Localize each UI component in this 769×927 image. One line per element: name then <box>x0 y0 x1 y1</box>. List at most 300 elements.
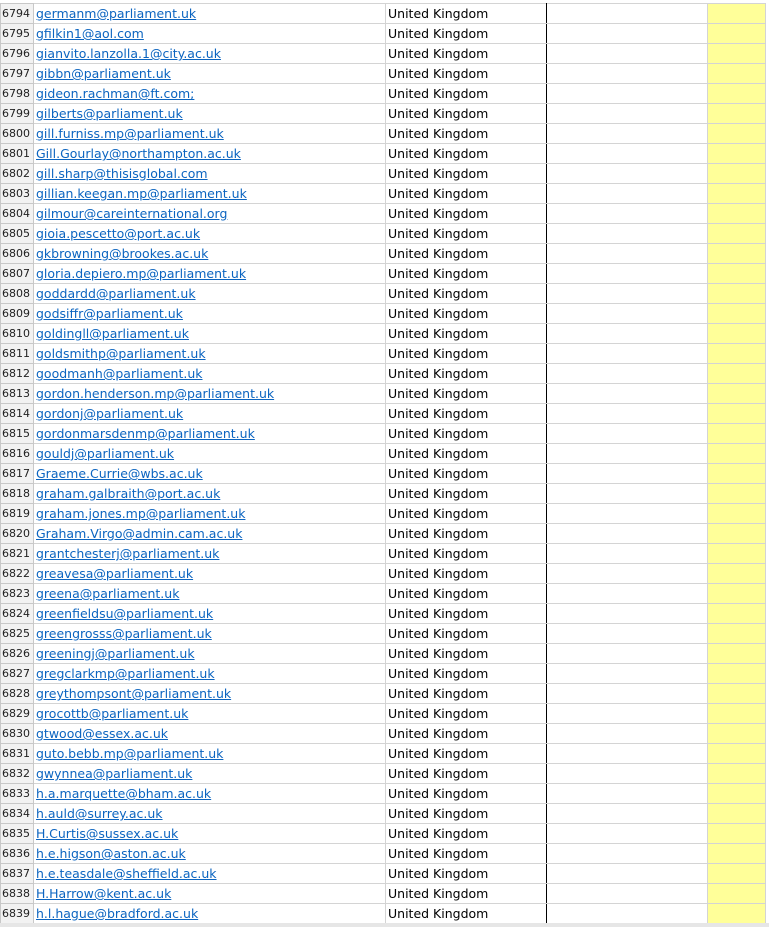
email-link[interactable]: guto.bebb.mp@parliament.uk <box>36 746 224 761</box>
highlighted-cell[interactable] <box>708 324 766 344</box>
email-cell[interactable] <box>34 384 386 404</box>
highlighted-cell[interactable] <box>708 744 766 764</box>
country-cell[interactable]: United Kingdom <box>386 324 547 344</box>
empty-cell[interactable] <box>547 364 708 384</box>
empty-cell[interactable] <box>547 544 708 564</box>
row-header[interactable]: 6833 <box>1 784 34 804</box>
row-header[interactable]: 6805 <box>1 224 34 244</box>
email-link[interactable]: Gill.Gourlay@northampton.ac.uk <box>36 146 241 161</box>
empty-cell[interactable] <box>547 284 708 304</box>
table-row <box>1 4 766 24</box>
country-cell[interactable]: United Kingdom <box>386 24 547 44</box>
highlighted-cell[interactable] <box>708 184 766 204</box>
email-link[interactable]: H.Curtis@sussex.ac.uk <box>36 826 179 841</box>
row-header[interactable]: 6835 <box>1 824 34 844</box>
table-row <box>1 764 766 784</box>
country-cell[interactable]: United Kingdom <box>386 184 547 204</box>
country-cell[interactable]: United Kingdom <box>386 164 547 184</box>
email-link[interactable]: grocottb@parliament.uk <box>36 706 189 721</box>
email-link[interactable]: gordon.henderson.mp@parliament.uk <box>36 386 275 401</box>
country-cell[interactable]: United Kingdom <box>386 304 547 324</box>
horizontal-scrollbar[interactable] <box>0 923 769 927</box>
email-link[interactable]: graham.galbraith@port.ac.uk <box>36 486 221 501</box>
empty-cell[interactable] <box>547 444 708 464</box>
row-header[interactable]: 6819 <box>1 504 34 524</box>
email-cell[interactable] <box>34 644 386 664</box>
highlighted-cell[interactable] <box>708 224 766 244</box>
empty-cell[interactable] <box>547 884 708 904</box>
email-cell[interactable] <box>34 484 386 504</box>
email-cell[interactable] <box>34 264 386 284</box>
highlighted-cell[interactable] <box>708 464 766 484</box>
email-cell[interactable] <box>34 684 386 704</box>
country-cell[interactable]: United Kingdom <box>386 144 547 164</box>
table-row <box>1 384 766 404</box>
country-cell[interactable]: United Kingdom <box>386 124 547 144</box>
email-cell[interactable] <box>34 164 386 184</box>
email-cell[interactable] <box>34 64 386 84</box>
email-link[interactable]: greenfieldsu@parliament.uk <box>36 606 214 621</box>
highlighted-cell[interactable] <box>708 244 766 264</box>
email-link[interactable]: grantchesterj@parliament.uk <box>36 546 220 561</box>
email-link[interactable]: goodmanh@parliament.uk <box>36 366 203 381</box>
row-header[interactable]: 6808 <box>1 284 34 304</box>
country-cell[interactable]: United Kingdom <box>386 404 547 424</box>
row-header[interactable]: 6796 <box>1 44 34 64</box>
country-cell[interactable]: United Kingdom <box>386 264 547 284</box>
empty-cell[interactable] <box>547 644 708 664</box>
email-link[interactable]: H.Harrow@kent.ac.uk <box>36 886 172 901</box>
country-cell[interactable]: United Kingdom <box>386 44 547 64</box>
highlighted-cell[interactable] <box>708 564 766 584</box>
country-cell[interactable]: United Kingdom <box>386 344 547 364</box>
email-link[interactable]: greengrosss@parliament.uk <box>36 626 212 641</box>
email-cell[interactable] <box>34 704 386 724</box>
email-link[interactable]: gianvito.lanzolla.1@city.ac.uk <box>36 46 221 61</box>
highlighted-cell[interactable] <box>708 724 766 744</box>
email-cell[interactable] <box>34 844 386 864</box>
country-cell[interactable]: United Kingdom <box>386 744 547 764</box>
country-cell[interactable]: United Kingdom <box>386 584 547 604</box>
row-header[interactable]: 6838 <box>1 884 34 904</box>
empty-cell[interactable] <box>547 344 708 364</box>
empty-cell[interactable] <box>547 624 708 644</box>
highlighted-cell[interactable] <box>708 144 766 164</box>
highlighted-cell[interactable] <box>708 524 766 544</box>
table-row <box>1 824 766 844</box>
empty-cell[interactable] <box>547 504 708 524</box>
highlighted-cell[interactable] <box>708 904 766 924</box>
email-link[interactable]: h.auld@surrey.ac.uk <box>36 806 163 821</box>
email-cell[interactable] <box>34 44 386 64</box>
row-header[interactable]: 6815 <box>1 424 34 444</box>
empty-cell[interactable] <box>547 244 708 264</box>
table-row <box>1 424 766 444</box>
highlighted-cell[interactable] <box>708 704 766 724</box>
table-row <box>1 884 766 904</box>
table-row <box>1 564 766 584</box>
highlighted-cell[interactable] <box>708 544 766 564</box>
table-row <box>1 184 766 204</box>
row-header[interactable]: 6828 <box>1 684 34 704</box>
country-cell[interactable]: United Kingdom <box>386 644 547 664</box>
highlighted-cell[interactable] <box>708 84 766 104</box>
row-header[interactable]: 6831 <box>1 744 34 764</box>
highlighted-cell[interactable] <box>708 204 766 224</box>
highlighted-cell[interactable] <box>708 604 766 624</box>
email-cell[interactable] <box>34 564 386 584</box>
highlighted-cell[interactable] <box>708 64 766 84</box>
row-header[interactable]: 6839 <box>1 904 34 924</box>
row-header[interactable]: 6836 <box>1 844 34 864</box>
empty-cell[interactable] <box>547 204 708 224</box>
row-header[interactable]: 6830 <box>1 724 34 744</box>
empty-cell[interactable] <box>547 744 708 764</box>
row-header[interactable]: 6801 <box>1 144 34 164</box>
email-link[interactable]: gideon.rachman@ft.com; <box>36 86 195 101</box>
empty-cell[interactable] <box>547 144 708 164</box>
empty-cell[interactable] <box>547 484 708 504</box>
country-cell[interactable]: United Kingdom <box>386 604 547 624</box>
highlighted-cell[interactable] <box>708 384 766 404</box>
email-cell[interactable] <box>34 304 386 324</box>
highlighted-cell[interactable] <box>708 284 766 304</box>
country-cell[interactable]: United Kingdom <box>386 904 547 924</box>
email-link[interactable]: gilmour@careinternational.org <box>36 206 228 221</box>
email-cell[interactable] <box>34 904 386 924</box>
email-link[interactable]: gouldj@parliament.uk <box>36 446 175 461</box>
email-link[interactable]: goddardd@parliament.uk <box>36 286 196 301</box>
email-link[interactable]: gkbrowning@brookes.ac.uk <box>36 246 209 261</box>
email-link[interactable]: goldsmithp@parliament.uk <box>36 346 206 361</box>
empty-cell[interactable] <box>547 264 708 284</box>
email-cell[interactable] <box>34 24 386 44</box>
email-cell[interactable] <box>34 804 386 824</box>
empty-cell[interactable] <box>547 164 708 184</box>
email-link[interactable]: h.l.hague@bradford.ac.uk <box>36 906 199 921</box>
email-cell[interactable] <box>34 524 386 544</box>
highlighted-cell[interactable] <box>708 124 766 144</box>
row-header[interactable]: 6803 <box>1 184 34 204</box>
row-header[interactable]: 6832 <box>1 764 34 784</box>
highlighted-cell[interactable] <box>708 784 766 804</box>
table-row <box>1 104 766 124</box>
country-cell[interactable]: United Kingdom <box>386 64 547 84</box>
country-cell[interactable]: United Kingdom <box>386 844 547 864</box>
empty-cell[interactable] <box>547 764 708 784</box>
highlighted-cell[interactable] <box>708 764 766 784</box>
email-link[interactable]: gibbn@parliament.uk <box>36 66 171 81</box>
highlighted-cell[interactable] <box>708 424 766 444</box>
country-cell[interactable]: United Kingdom <box>386 284 547 304</box>
country-cell[interactable]: United Kingdom <box>386 804 547 824</box>
row-header[interactable]: 6795 <box>1 24 34 44</box>
empty-cell[interactable] <box>547 304 708 324</box>
email-link[interactable]: gordonmarsdenmp@parliament.uk <box>36 426 255 441</box>
row-header[interactable]: 6814 <box>1 404 34 424</box>
row-header[interactable]: 6797 <box>1 64 34 84</box>
email-link[interactable]: h.e.higson@aston.ac.uk <box>36 846 186 861</box>
email-link[interactable]: greythompsont@parliament.uk <box>36 686 232 701</box>
highlighted-cell[interactable] <box>708 404 766 424</box>
row-header[interactable]: 6826 <box>1 644 34 664</box>
row-header[interactable]: 6822 <box>1 564 34 584</box>
table-row <box>1 484 766 504</box>
email-cell[interactable] <box>34 364 386 384</box>
empty-cell[interactable] <box>547 564 708 584</box>
email-cell[interactable] <box>34 224 386 244</box>
highlighted-cell[interactable] <box>708 484 766 504</box>
highlighted-cell[interactable] <box>708 24 766 44</box>
email-cell[interactable] <box>34 444 386 464</box>
country-cell[interactable]: United Kingdom <box>386 204 547 224</box>
highlighted-cell[interactable] <box>708 584 766 604</box>
email-cell[interactable] <box>34 744 386 764</box>
empty-cell[interactable] <box>547 4 708 24</box>
empty-cell[interactable] <box>547 864 708 884</box>
country-cell[interactable]: United Kingdom <box>386 484 547 504</box>
table-row <box>1 544 766 564</box>
row-header[interactable]: 6820 <box>1 524 34 544</box>
highlighted-cell[interactable] <box>708 824 766 844</box>
empty-cell[interactable] <box>547 724 708 744</box>
country-cell[interactable]: United Kingdom <box>386 564 547 584</box>
row-header[interactable]: 6829 <box>1 704 34 724</box>
highlighted-cell[interactable] <box>708 4 766 24</box>
email-cell[interactable] <box>34 84 386 104</box>
email-cell[interactable] <box>34 204 386 224</box>
row-header[interactable]: 6821 <box>1 544 34 564</box>
highlighted-cell[interactable] <box>708 844 766 864</box>
row-header[interactable]: 6818 <box>1 484 34 504</box>
row-header[interactable]: 6802 <box>1 164 34 184</box>
email-cell[interactable] <box>34 604 386 624</box>
email-link[interactable]: gill.furniss.mp@parliament.uk <box>36 126 224 141</box>
row-header[interactable]: 6804 <box>1 204 34 224</box>
row-header[interactable]: 6799 <box>1 104 34 124</box>
highlighted-cell[interactable] <box>708 884 766 904</box>
empty-cell[interactable] <box>547 44 708 64</box>
table-row <box>1 684 766 704</box>
email-link[interactable]: gwynnea@parliament.uk <box>36 766 193 781</box>
email-link[interactable]: gordonj@parliament.uk <box>36 406 184 421</box>
highlighted-cell[interactable] <box>708 664 766 684</box>
highlighted-cell[interactable] <box>708 104 766 124</box>
empty-cell[interactable] <box>547 824 708 844</box>
country-cell[interactable]: United Kingdom <box>386 224 547 244</box>
row-header[interactable]: 6811 <box>1 344 34 364</box>
email-cell[interactable] <box>34 244 386 264</box>
email-cell[interactable] <box>34 344 386 364</box>
row-header[interactable]: 6794 <box>1 4 34 24</box>
email-cell[interactable] <box>34 864 386 884</box>
country-cell[interactable]: United Kingdom <box>386 384 547 404</box>
empty-cell[interactable] <box>547 104 708 124</box>
table-row <box>1 744 766 764</box>
table-row <box>1 304 766 324</box>
empty-cell[interactable] <box>547 184 708 204</box>
empty-cell[interactable] <box>547 384 708 404</box>
table-row <box>1 284 766 304</box>
empty-cell[interactable] <box>547 524 708 544</box>
table-row <box>1 644 766 664</box>
row-header[interactable]: 6800 <box>1 124 34 144</box>
email-link[interactable]: greavesa@parliament.uk <box>36 566 194 581</box>
table-row <box>1 324 766 344</box>
email-cell[interactable] <box>34 464 386 484</box>
row-header[interactable]: 6825 <box>1 624 34 644</box>
email-link[interactable]: gillian.keegan.mp@parliament.uk <box>36 186 247 201</box>
email-link[interactable]: h.e.teasdale@sheffield.ac.uk <box>36 866 217 881</box>
email-link[interactable]: Graeme.Currie@wbs.ac.uk <box>36 466 203 481</box>
empty-cell[interactable] <box>547 804 708 824</box>
country-cell[interactable]: United Kingdom <box>386 624 547 644</box>
email-link[interactable]: gioia.pescetto@port.ac.uk <box>36 226 201 241</box>
country-cell[interactable]: United Kingdom <box>386 864 547 884</box>
row-header[interactable]: 6807 <box>1 264 34 284</box>
email-link[interactable]: godsiffr@parliament.uk <box>36 306 183 321</box>
highlighted-cell[interactable] <box>708 164 766 184</box>
country-cell[interactable]: United Kingdom <box>386 504 547 524</box>
email-cell[interactable] <box>34 784 386 804</box>
country-cell[interactable]: United Kingdom <box>386 4 547 24</box>
email-link[interactable]: Graham.Virgo@admin.cam.ac.uk <box>36 526 243 541</box>
row-header[interactable]: 6824 <box>1 604 34 624</box>
empty-cell[interactable] <box>547 584 708 604</box>
email-cell[interactable] <box>34 184 386 204</box>
highlighted-cell[interactable] <box>708 264 766 284</box>
email-cell[interactable] <box>34 764 386 784</box>
empty-cell[interactable] <box>547 844 708 864</box>
highlighted-cell[interactable] <box>708 644 766 664</box>
row-header[interactable]: 6834 <box>1 804 34 824</box>
row-header[interactable]: 6810 <box>1 324 34 344</box>
empty-cell[interactable] <box>547 664 708 684</box>
empty-cell[interactable] <box>547 224 708 244</box>
table-row <box>1 24 766 44</box>
email-cell[interactable] <box>34 624 386 644</box>
country-cell[interactable]: United Kingdom <box>386 464 547 484</box>
country-cell[interactable]: United Kingdom <box>386 764 547 784</box>
empty-cell[interactable] <box>547 784 708 804</box>
country-cell[interactable]: United Kingdom <box>386 364 547 384</box>
table-row <box>1 904 766 924</box>
country-cell[interactable]: United Kingdom <box>386 824 547 844</box>
highlighted-cell[interactable] <box>708 44 766 64</box>
email-link[interactable]: gfilkin1@aol.com <box>36 26 144 41</box>
email-link[interactable]: h.a.marquette@bham.ac.uk <box>36 786 212 801</box>
email-cell[interactable] <box>34 664 386 684</box>
highlighted-cell[interactable] <box>708 444 766 464</box>
email-link[interactable]: graham.jones.mp@parliament.uk <box>36 506 246 521</box>
email-cell[interactable] <box>34 124 386 144</box>
country-cell[interactable]: United Kingdom <box>386 424 547 444</box>
row-header[interactable]: 6809 <box>1 304 34 324</box>
email-link[interactable]: gloria.depiero.mp@parliament.uk <box>36 266 247 281</box>
highlighted-cell[interactable] <box>708 304 766 324</box>
highlighted-cell[interactable] <box>708 504 766 524</box>
highlighted-cell[interactable] <box>708 684 766 704</box>
highlighted-cell[interactable] <box>708 804 766 824</box>
email-link[interactable]: greeningj@parliament.uk <box>36 646 195 661</box>
table-row <box>1 344 766 364</box>
empty-cell[interactable] <box>547 424 708 444</box>
email-cell[interactable] <box>34 424 386 444</box>
email-cell[interactable] <box>34 404 386 424</box>
email-cell[interactable] <box>34 504 386 524</box>
email-link[interactable]: greena@parliament.uk <box>36 586 180 601</box>
email-link[interactable]: goldingll@parliament.uk <box>36 326 189 341</box>
email-cell[interactable] <box>34 144 386 164</box>
table-row <box>1 164 766 184</box>
empty-cell[interactable] <box>547 904 708 924</box>
email-cell[interactable] <box>34 4 386 24</box>
empty-cell[interactable] <box>547 124 708 144</box>
email-link[interactable]: germanm@parliament.uk <box>36 6 197 21</box>
empty-cell[interactable] <box>547 84 708 104</box>
row-header[interactable]: 6837 <box>1 864 34 884</box>
email-cell[interactable] <box>34 824 386 844</box>
row-header[interactable]: 6827 <box>1 664 34 684</box>
country-cell[interactable]: United Kingdom <box>386 104 547 124</box>
empty-cell[interactable] <box>547 64 708 84</box>
country-cell[interactable]: United Kingdom <box>386 704 547 724</box>
country-cell[interactable]: United Kingdom <box>386 84 547 104</box>
row-header[interactable]: 6817 <box>1 464 34 484</box>
empty-cell[interactable] <box>547 324 708 344</box>
highlighted-cell[interactable] <box>708 364 766 384</box>
email-link[interactable]: gtwood@essex.ac.uk <box>36 726 169 741</box>
country-cell[interactable]: United Kingdom <box>386 664 547 684</box>
email-cell[interactable] <box>34 104 386 124</box>
email-cell[interactable] <box>34 324 386 344</box>
row-header[interactable]: 6823 <box>1 584 34 604</box>
row-header[interactable]: 6816 <box>1 444 34 464</box>
email-cell[interactable] <box>34 584 386 604</box>
highlighted-cell[interactable] <box>708 624 766 644</box>
email-link[interactable]: gill.sharp@thisisglobal.com <box>36 166 208 181</box>
row-header[interactable]: 6798 <box>1 84 34 104</box>
empty-cell[interactable] <box>547 464 708 484</box>
row-header[interactable]: 6813 <box>1 384 34 404</box>
empty-cell[interactable] <box>547 404 708 424</box>
highlighted-cell[interactable] <box>708 864 766 884</box>
empty-cell[interactable] <box>547 604 708 624</box>
email-cell[interactable] <box>34 724 386 744</box>
country-cell[interactable]: United Kingdom <box>386 724 547 744</box>
table-row <box>1 244 766 264</box>
email-link[interactable]: gregclarkmp@parliament.uk <box>36 666 215 681</box>
country-cell[interactable]: United Kingdom <box>386 444 547 464</box>
country-cell[interactable]: United Kingdom <box>386 544 547 564</box>
row-header[interactable]: 6812 <box>1 364 34 384</box>
email-cell[interactable] <box>34 884 386 904</box>
email-cell[interactable] <box>34 544 386 564</box>
country-cell[interactable]: United Kingdom <box>386 684 547 704</box>
country-cell[interactable]: United Kingdom <box>386 244 547 264</box>
country-cell[interactable]: United Kingdom <box>386 524 547 544</box>
empty-cell[interactable] <box>547 684 708 704</box>
empty-cell[interactable] <box>547 24 708 44</box>
country-cell[interactable]: United Kingdom <box>386 784 547 804</box>
email-link[interactable]: gilberts@parliament.uk <box>36 106 183 121</box>
table-row <box>1 804 766 824</box>
row-header[interactable]: 6806 <box>1 244 34 264</box>
highlighted-cell[interactable] <box>708 344 766 364</box>
email-cell[interactable] <box>34 284 386 304</box>
country-cell[interactable]: United Kingdom <box>386 884 547 904</box>
empty-cell[interactable] <box>547 704 708 724</box>
